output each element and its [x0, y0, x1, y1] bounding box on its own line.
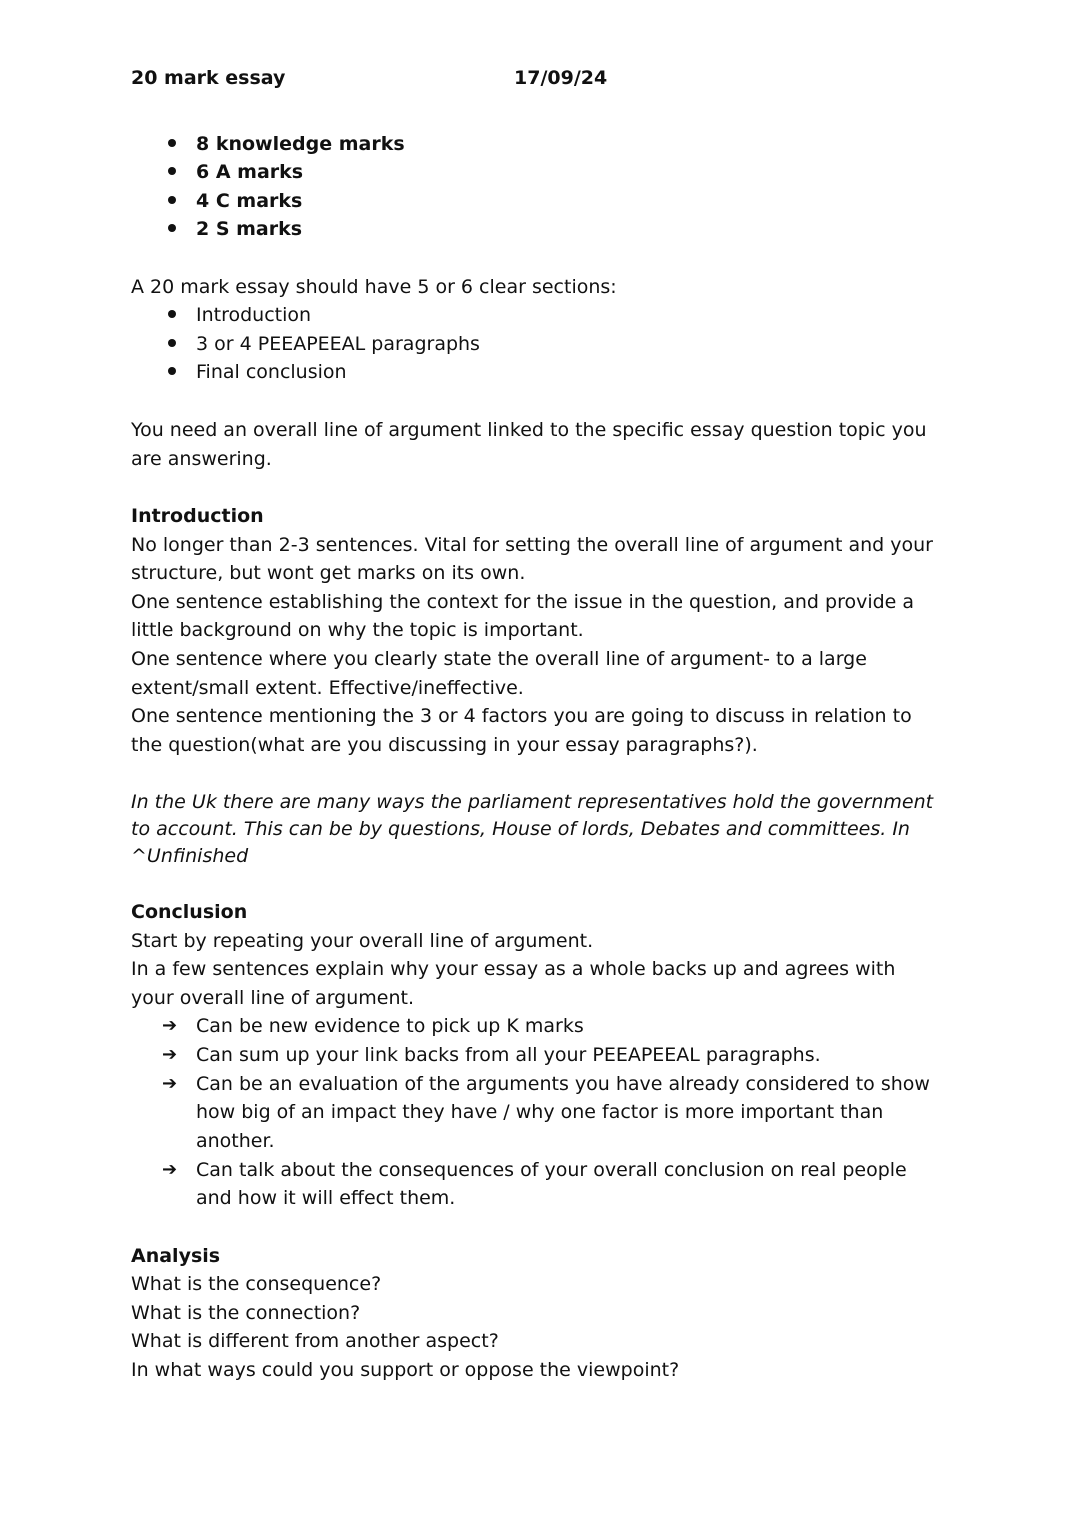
conclusion-point: Can sum up your link backs from all your PEEAPEEAL paragraphs. [196, 1044, 821, 1066]
introduction-line: One sentence where you clearly state the overall line of argument- to a large [131, 648, 867, 670]
introduction-line: little background on why the topic is important. [131, 619, 584, 641]
conclusion-point-continued: how big of an impact they have / why one factor is more important than [196, 1101, 884, 1123]
section-item: Final conclusion [196, 361, 347, 383]
conclusion-point: Can be new evidence to pick up K marks [196, 1015, 584, 1037]
introduction-line: One sentence mentioning the 3 or 4 factors you are going to discuss in relation to [131, 705, 912, 727]
conclusion-point: Can talk about the consequences of your overall conclusion on real people [196, 1159, 907, 1181]
analysis-question: In what ways could you support or oppose the viewpoint? [131, 1359, 680, 1381]
introduction-heading: Introduction [131, 505, 264, 527]
analysis-question: What is the connection? [131, 1302, 361, 1324]
marks-item: 4 C marks [196, 190, 303, 212]
marks-item: 2 S marks [196, 218, 303, 240]
marks-item: 6 A marks [196, 161, 304, 183]
argument-line: are answering. [131, 448, 272, 470]
example-line: to account. This can be by questions, House of lords, Debates and committees. In [131, 818, 910, 840]
analysis-heading: Analysis [131, 1245, 221, 1267]
arrow-right-icon: ➔ [162, 1073, 178, 1094]
bullet-icon [160, 187, 184, 216]
sections-intro: A 20 mark essay should have 5 or 6 clear sections: [131, 276, 617, 298]
bullet-icon [160, 358, 184, 387]
section-item: Introduction [196, 304, 312, 326]
bullet-icon [160, 301, 184, 330]
introduction-line: No longer than 2-3 sentences. Vital for setting the overall line of argument and your [131, 534, 933, 556]
document-date: 17/09/24 [514, 67, 608, 89]
arrow-right-icon: ➔ [162, 1159, 178, 1180]
argument-line: You need an overall line of argument linked to the specific essay question topic you [131, 419, 927, 441]
section-item: 3 or 4 PEEAPEEAL paragraphs [196, 333, 480, 355]
analysis-question: What is the consequence? [131, 1273, 382, 1295]
introduction-line: structure, but wont get marks on its own. [131, 562, 526, 584]
conclusion-heading: Conclusion [131, 901, 248, 923]
arrow-right-icon: ➔ [162, 1015, 178, 1036]
bullet-icon [160, 130, 184, 159]
introduction-line: One sentence establishing the context for the issue in the question, and provide a [131, 591, 915, 613]
introduction-line: extent/small extent. Effective/ineffective. [131, 677, 524, 699]
bullet-icon [160, 215, 184, 244]
conclusion-point-continued: another. [196, 1130, 275, 1152]
example-line: In the Uk there are many ways the parliament representatives hold the government [131, 791, 934, 813]
introduction-line: the question(what are you discussing in your essay paragraphs?). [131, 734, 758, 756]
arrow-right-icon: ➔ [162, 1044, 178, 1065]
conclusion-point: Can be an evaluation of the arguments you have already considered to show [196, 1073, 930, 1095]
example-line: ^Unfinished [131, 845, 249, 867]
document-title: 20 mark essay [131, 67, 286, 89]
conclusion-line: In a few sentences explain why your essay as a whole backs up and agrees with [131, 958, 896, 980]
bullet-icon [160, 330, 184, 359]
bullet-icon [160, 158, 184, 187]
conclusion-point-continued: and how it will effect them. [196, 1187, 456, 1209]
marks-item: 8 knowledge marks [196, 133, 405, 155]
analysis-question: What is different from another aspect? [131, 1330, 499, 1352]
conclusion-line: Start by repeating your overall line of argument. [131, 930, 594, 952]
conclusion-line: your overall line of argument. [131, 987, 415, 1009]
